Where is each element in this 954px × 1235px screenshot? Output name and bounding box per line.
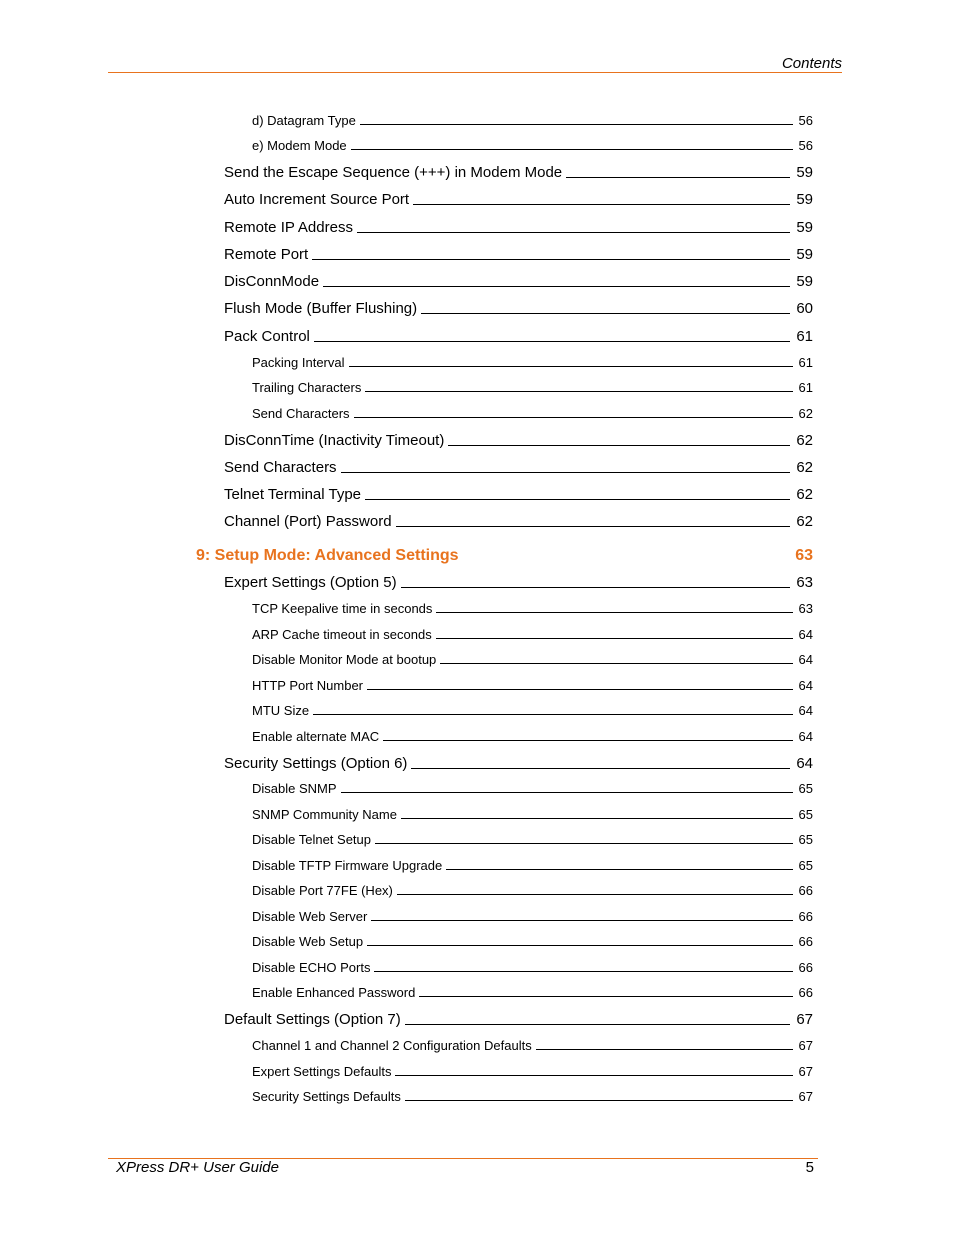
toc-entry-title: Flush Mode (Buffer Flushing) <box>224 300 418 317</box>
footer-page-number: 5 <box>805 1159 814 1176</box>
toc-entry[interactable] <box>252 677 813 693</box>
toc-leader-line <box>374 971 792 972</box>
toc-entry[interactable] <box>252 702 813 718</box>
toc-page-number: 65 <box>798 858 813 873</box>
toc-entry-title: Disable ECHO Ports <box>252 960 371 975</box>
toc-entry-title: SNMP Community Name <box>252 807 397 822</box>
toc-entry-title: Channel 1 and Channel 2 Configuration Defaults <box>252 1038 532 1053</box>
toc-entry[interactable] <box>224 458 813 476</box>
toc-leader-line <box>413 204 790 205</box>
toc-entry[interactable] <box>252 112 813 128</box>
toc-entry[interactable] <box>252 354 813 370</box>
toc-page-number: 62 <box>796 513 813 530</box>
toc-entry[interactable] <box>224 512 813 530</box>
toc-leader-line <box>351 149 793 150</box>
toc-page-number: 67 <box>796 1011 813 1028</box>
toc-entry[interactable] <box>252 882 813 898</box>
toc-leader-line <box>375 843 793 844</box>
toc-entry-title: Enable Enhanced Password <box>252 985 416 1000</box>
toc-entry-title: Disable Monitor Mode at bootup <box>252 652 437 667</box>
toc-page-number: 64 <box>796 755 813 772</box>
toc-entry-title: Remote IP Address <box>224 219 353 236</box>
toc-leader-line <box>446 869 792 870</box>
toc-entry[interactable] <box>252 959 813 975</box>
toc-entry[interactable] <box>252 831 813 847</box>
toc-entry-title: Trailing Characters <box>252 380 362 395</box>
toc-entry[interactable] <box>252 984 813 1000</box>
toc-leader-line <box>341 472 791 473</box>
toc-page-number: 60 <box>796 300 813 317</box>
toc-entry[interactable] <box>252 137 813 153</box>
toc-page-number: 61 <box>796 328 813 345</box>
toc-page-number: 61 <box>798 380 813 395</box>
toc-entry[interactable] <box>252 1088 813 1104</box>
toc-page-number: 62 <box>796 459 813 476</box>
toc-page-number: 59 <box>796 191 813 208</box>
toc-page-number: 64 <box>798 703 813 718</box>
toc-entry-title: Send Characters <box>252 406 350 421</box>
toc-entry-title: Send Characters <box>224 459 337 476</box>
toc-entry-title: Remote Port <box>224 246 309 263</box>
toc-page-number: 66 <box>798 934 813 949</box>
toc-entry[interactable] <box>224 299 813 317</box>
toc-entry-title: Security Settings (Option 6) <box>224 755 408 772</box>
toc-leader-line <box>566 177 790 178</box>
toc-page-number: 59 <box>796 164 813 181</box>
toc-entry-title: Auto Increment Source Port <box>224 191 410 208</box>
toc-leader-line <box>448 445 790 446</box>
toc-leader-line <box>360 124 793 125</box>
toc-page-number: 59 <box>796 273 813 290</box>
toc-entry-title: Disable TFTP Firmware Upgrade <box>252 858 443 873</box>
toc-page-number: 59 <box>796 246 813 263</box>
toc-entry-title: Expert Settings (Option 5) <box>224 574 397 591</box>
toc-leader-line <box>357 232 790 233</box>
toc-leader-line <box>436 638 793 639</box>
toc-leader-line <box>341 792 793 793</box>
toc-entry[interactable] <box>224 272 813 290</box>
toc-leader-line <box>396 526 791 527</box>
toc-page-number: 64 <box>798 652 813 667</box>
toc-page-number: 65 <box>798 807 813 822</box>
toc-entry[interactable] <box>224 190 813 208</box>
toc-page-number: 63 <box>796 574 813 591</box>
toc-entry[interactable] <box>224 327 813 345</box>
toc-entry[interactable] <box>252 1063 813 1079</box>
toc-leader-line <box>436 612 792 613</box>
toc-page-number: 66 <box>798 985 813 1000</box>
toc-leader-line <box>314 341 790 342</box>
toc-entry[interactable] <box>252 379 813 395</box>
toc-entry-title: ARP Cache timeout in seconds <box>252 627 432 642</box>
toc-leader-line <box>421 313 790 314</box>
toc-entry-title: Security Settings Defaults <box>252 1089 401 1104</box>
toc-page-number: 62 <box>796 432 813 449</box>
toc-entry[interactable] <box>252 728 813 744</box>
toc-page-number: 65 <box>798 832 813 847</box>
toc-entry-title: DisConnTime (Inactivity Timeout) <box>224 432 445 449</box>
toc-leader-line <box>313 714 792 715</box>
toc-entry[interactable] <box>252 908 813 924</box>
toc-chapter-heading[interactable] <box>196 545 813 565</box>
toc-entry[interactable] <box>224 485 813 503</box>
toc-leader-line <box>411 768 790 769</box>
toc-entry-title: Disable Telnet Setup <box>252 832 372 847</box>
toc-leader-line <box>401 818 793 819</box>
toc-page-number: 64 <box>798 678 813 693</box>
toc-page-number: 67 <box>798 1038 813 1053</box>
toc-page-number: 59 <box>796 219 813 236</box>
toc-page-number: 67 <box>798 1064 813 1079</box>
toc-entry[interactable] <box>252 780 813 796</box>
toc-leader-line <box>349 366 793 367</box>
toc-leader-line <box>397 894 793 895</box>
toc-leader-line <box>419 996 792 997</box>
toc-entry-title: Channel (Port) Password <box>224 513 392 530</box>
toc-entry[interactable] <box>224 754 813 772</box>
toc-entry-title: TCP Keepalive time in seconds <box>252 601 433 616</box>
toc-entry-title: Disable Web Setup <box>252 934 364 949</box>
toc-entry-title: Expert Settings Defaults <box>252 1064 392 1079</box>
toc-leader-line <box>367 945 792 946</box>
toc-leader-line <box>312 259 790 260</box>
toc-entry-title: Enable alternate MAC <box>252 729 380 744</box>
toc-entry-title: Disable SNMP <box>252 781 337 796</box>
toc-entry-title: e) Modem Mode <box>252 138 347 153</box>
toc-entry-title: HTTP Port Number <box>252 678 364 693</box>
toc-entry-title: 9: Setup Mode: Advanced Settings <box>196 547 459 564</box>
toc-page-number: 62 <box>796 486 813 503</box>
running-header: Contents <box>781 55 842 72</box>
toc-leader-line <box>365 391 792 392</box>
toc-entry[interactable] <box>252 857 813 873</box>
toc-page-number: 66 <box>798 960 813 975</box>
toc-entry[interactable] <box>252 933 813 949</box>
toc-entry-title: Send the Escape Sequence (+++) in Modem Mode <box>224 164 563 181</box>
toc-entry[interactable] <box>252 600 813 616</box>
toc-leader-line <box>440 663 792 664</box>
toc-page-number: 56 <box>798 113 813 128</box>
toc-leader-line <box>323 286 790 287</box>
toc-page-number: 66 <box>798 883 813 898</box>
toc-entry-title: MTU Size <box>252 703 310 718</box>
toc-leader-line <box>371 920 792 921</box>
toc-leader-line <box>383 740 792 741</box>
toc-entry[interactable] <box>252 1037 813 1053</box>
toc-entry[interactable] <box>224 163 813 181</box>
toc-leader-line <box>365 499 790 500</box>
toc-entry-title: DisConnMode <box>224 273 320 290</box>
toc-page-number: 66 <box>798 909 813 924</box>
toc-leader-line <box>354 417 793 418</box>
toc-entry-title: Default Settings (Option 7) <box>224 1011 401 1028</box>
toc-leader-line <box>401 587 791 588</box>
toc-page-number: 62 <box>798 406 813 421</box>
toc-entry[interactable] <box>252 806 813 822</box>
toc-entry-title: Telnet Terminal Type <box>224 486 362 503</box>
toc-entry[interactable] <box>224 573 813 591</box>
toc-page-number: 64 <box>798 627 813 642</box>
toc-entry-title: d) Datagram Type <box>252 113 356 128</box>
toc-leader-line <box>405 1100 793 1101</box>
toc-entry[interactable] <box>224 218 813 236</box>
toc-entry[interactable] <box>252 651 813 667</box>
toc-page-number: 63 <box>795 547 813 564</box>
toc-entry-title: Pack Control <box>224 328 310 345</box>
toc-entry[interactable] <box>252 626 813 642</box>
toc-entry[interactable] <box>224 1010 813 1028</box>
toc-entry-title: Disable Web Server <box>252 909 368 924</box>
toc-entry[interactable] <box>252 405 813 421</box>
toc-page-number: 56 <box>798 138 813 153</box>
toc-leader-line <box>536 1049 793 1050</box>
footer-document-title: XPress DR+ User Guide <box>116 1159 279 1176</box>
toc-leader-line <box>405 1024 791 1025</box>
toc-entry[interactable] <box>224 431 813 449</box>
toc-leader-line <box>395 1075 792 1076</box>
toc-page-number: 64 <box>798 729 813 744</box>
toc-page-number: 63 <box>798 601 813 616</box>
toc-page-number: 67 <box>798 1089 813 1104</box>
toc-leader-line <box>367 689 793 690</box>
toc-page-number: 61 <box>798 355 813 370</box>
toc-entry-title: Disable Port 77FE (Hex) <box>252 883 393 898</box>
toc-entry-title: Packing Interval <box>252 355 345 370</box>
toc-entry[interactable] <box>224 245 813 263</box>
toc-page-number: 65 <box>798 781 813 796</box>
